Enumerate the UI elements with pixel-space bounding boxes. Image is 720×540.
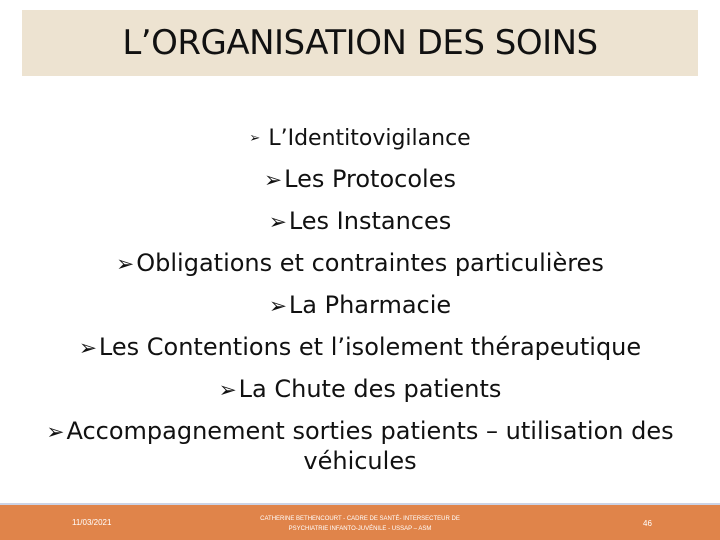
arrow-bullet-icon: ➢ [116, 252, 135, 277]
bullet-text: Les Contentions et l’isolement thérapeutique [98, 333, 642, 361]
bullet-text: Accompagnement sorties patients – utilisation des véhicules [66, 417, 674, 475]
bullet-item [0, 243, 720, 285]
arrow-bullet-icon: ➢ [268, 294, 287, 319]
slide-title: L’ORGANISATION DES SOINS [122, 23, 598, 63]
footer-bar [0, 505, 720, 540]
title-banner [22, 10, 698, 76]
bullet-item [0, 201, 720, 243]
footer-author-line: PSYCHIATRIE INFANTO-JUVÉNILE - USSAP – ASM [288, 526, 432, 532]
bullet-item [0, 118, 720, 159]
footer-date: 11/03/2021 [72, 518, 112, 527]
arrow-bullet-icon: ➢ [218, 378, 237, 403]
arrow-bullet-icon: ➢ [268, 210, 287, 235]
arrow-bullet-icon: ➢ [78, 336, 97, 361]
footer-author [220, 514, 500, 534]
bullet-text: La Chute des patients [238, 375, 502, 403]
bullet-item [0, 285, 720, 327]
bullet-item [0, 369, 720, 411]
bullet-text: La Pharmacie [288, 291, 452, 319]
bullet-text: Les Protocoles [284, 165, 456, 193]
page-number: 46 [643, 519, 652, 528]
footer-author-line: CATHERINE BETHENCOURT - CADRE DE SANTÉ- INTERSECTEUR DE [260, 516, 460, 522]
arrow-bullet-icon: ➢ [264, 168, 283, 193]
bullet-text: Les Instances [288, 207, 452, 235]
arrow-bullet-icon: ➢ [46, 420, 65, 445]
bullet-text: Obligations et contraintes particulières [136, 249, 604, 277]
bullet-list [0, 118, 720, 476]
bullet-text: L’Identitovigilance [268, 126, 471, 151]
bullet-item [0, 159, 720, 201]
bullet-item [0, 327, 720, 369]
arrow-bullet-icon: ➢ [249, 131, 261, 146]
bullet-item [0, 411, 720, 476]
